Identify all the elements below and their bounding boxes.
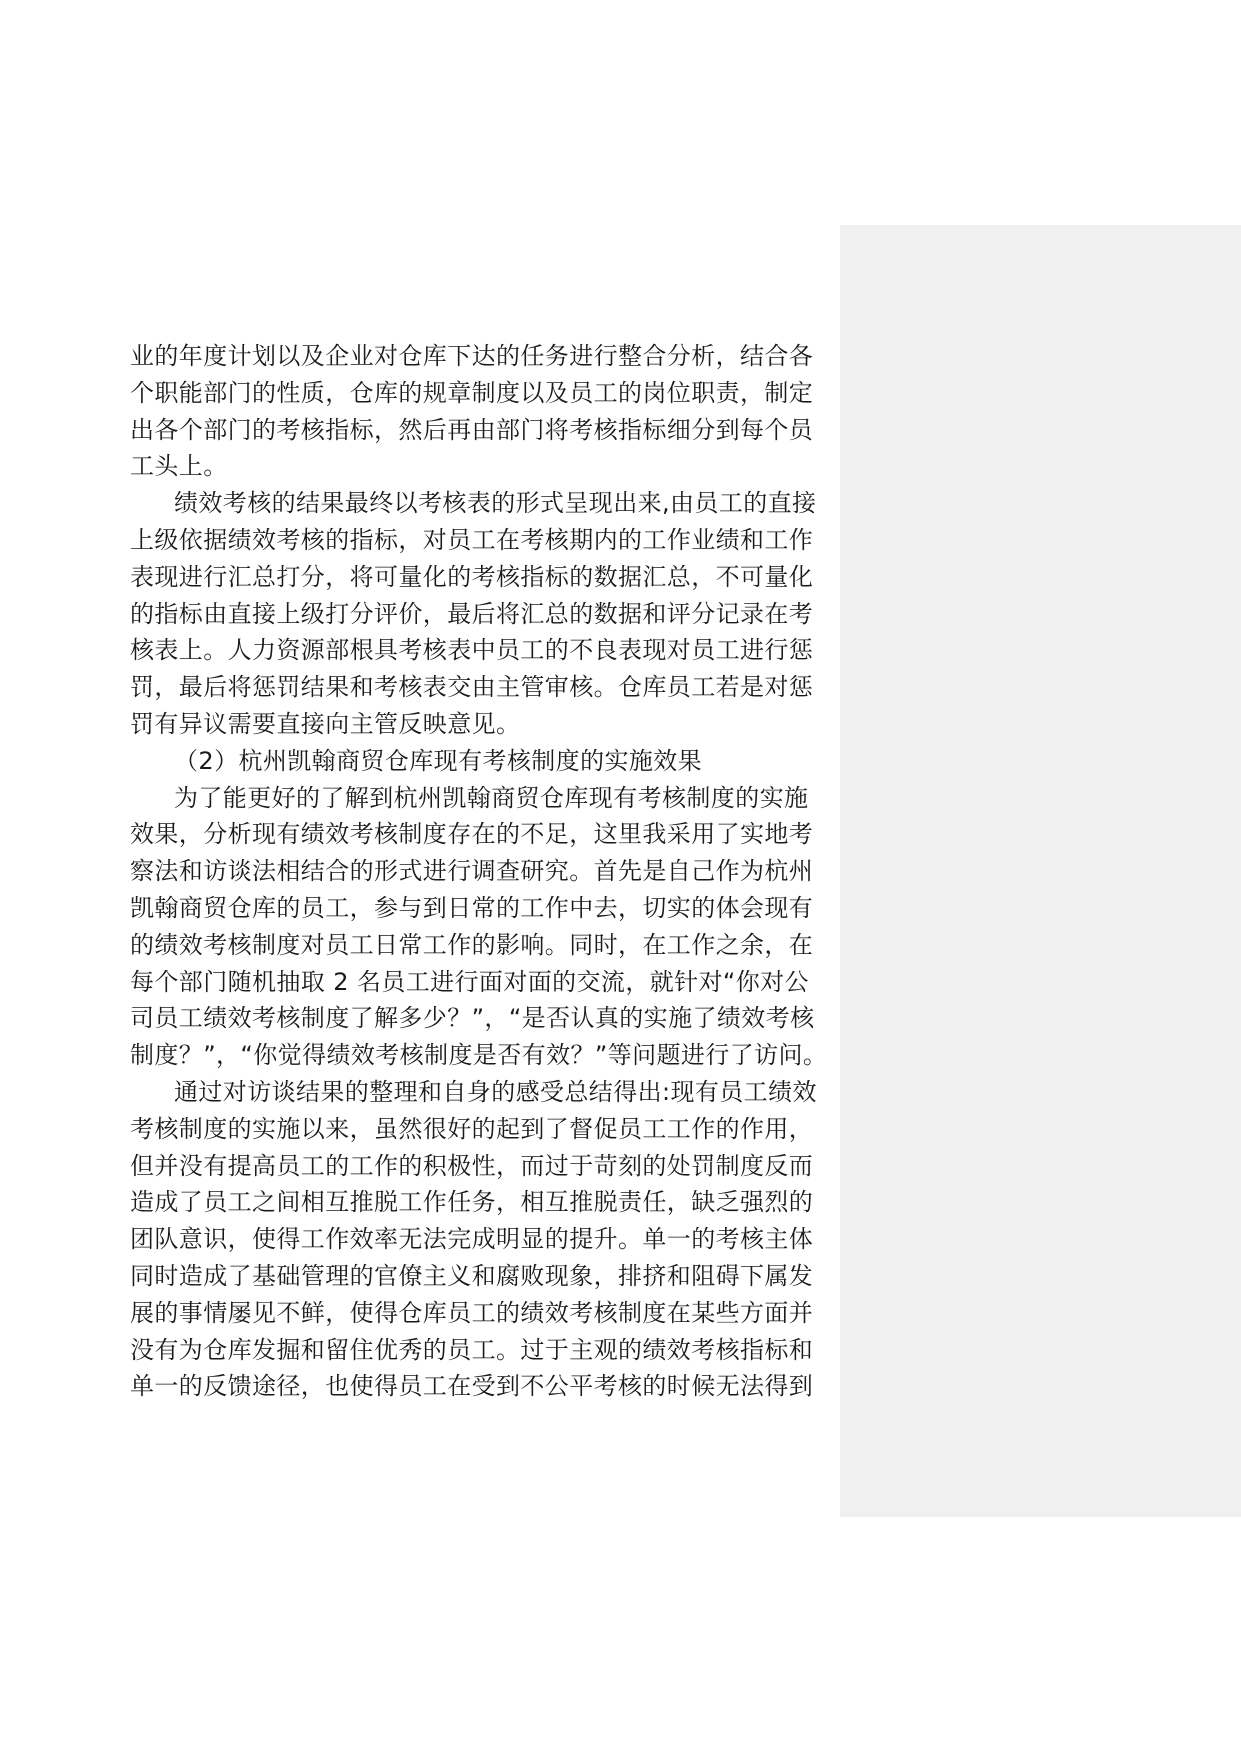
text-line: 没有为仓库发掘和留住优秀的员工。过于主观的绩效考核指标和 [130,1335,814,1364]
text-line: 展的事情屡见不鲜，使得仓库员工的绩效考核制度在某些方面并 [130,1298,814,1327]
text-line: 的绩效考核制度对员工日常工作的影响。同时，在工作之余，在 [130,930,814,959]
document-body [130,338,830,1405]
text-line: 同时造成了基础管理的官僚主义和腐败现象，排挤和阻碍下属发 [130,1261,814,1290]
text-line: （2）杭州凯翰商贸仓库现有考核制度的实施效果 [174,746,703,775]
text-line: 制度？”，“你觉得绩效考核制度是否有效？”等问题进行了访问。 [130,1041,828,1070]
text-line: 察法和访谈法相结合的形式进行调查研究。首先是自己作为杭州 [130,857,814,886]
text-line: 为了能更好的了解到杭州凯翰商贸仓库现有考核制度的实施 [174,783,809,812]
text-line: 罚有异议需要直接向主管反映意见。 [130,709,521,738]
text-line: 效果，分析现有绩效考核制度存在的不足，这里我采用了实地考 [130,820,814,849]
text-line: 凯翰商贸仓库的员工，参与到日常的工作中去，切实的体会现有 [130,893,814,922]
text-line: 罚，最后将惩罚结果和考核表交由主管审核。仓库员工若是对惩 [130,673,814,702]
text-line: 每个部门随机抽取 2 名员工进行面对面的交流，就针对“你对公 [130,967,809,996]
text-line: 但并没有提高员工的工作的积极性，而过于苛刻的处罚制度反而 [130,1151,814,1180]
text-line: 司员工绩效考核制度了解多少？”，“是否认真的实施了绩效考核 [130,1004,815,1033]
text-line: 业的年度计划以及企业对仓库下达的任务进行整合分析，结合各 [130,342,814,370]
text-line: 工头上。 [130,452,228,481]
text-line: 出各个部门的考核指标，然后再由部门将考核指标细分到每个员 [130,415,814,444]
comment-pane [840,225,1241,1517]
text-line: 造成了员工之间相互推脱工作任务，相互推脱责任，缺乏强烈的 [130,1188,814,1217]
text-line: 通过对访谈结果的整理和自身的感受总结得出:现有员工绩效 [174,1077,817,1106]
text-line: 表现进行汇总打分，将可量化的考核指标的数据汇总，不可量化 [130,562,814,591]
text-line: 团队意识，使得工作效率无法完成明显的提升。单一的考核主体 [130,1225,814,1254]
text-line: 考核制度的实施以来，虽然很好的起到了督促员工工作的作用， [130,1114,814,1143]
text-line: 的指标由直接上级打分评价，最后将汇总的数据和评分记录在考 [130,599,814,628]
text-line: 核表上。人力资源部根具考核表中员工的不良表现对员工进行惩 [130,636,814,665]
text-line: 个职能部门的性质，仓库的规章制度以及员工的岗位职责，制定 [130,378,814,407]
text-line: 上级依据绩效考核的指标，对员工在考核期内的工作业绩和工作 [130,525,814,554]
text-line: 单一的反馈途径，也使得员工在受到不公平考核的时候无法得到 [130,1372,814,1401]
text-line: 绩效考核的结果最终以考核表的形式呈现出来,由员工的直接 [174,489,817,518]
